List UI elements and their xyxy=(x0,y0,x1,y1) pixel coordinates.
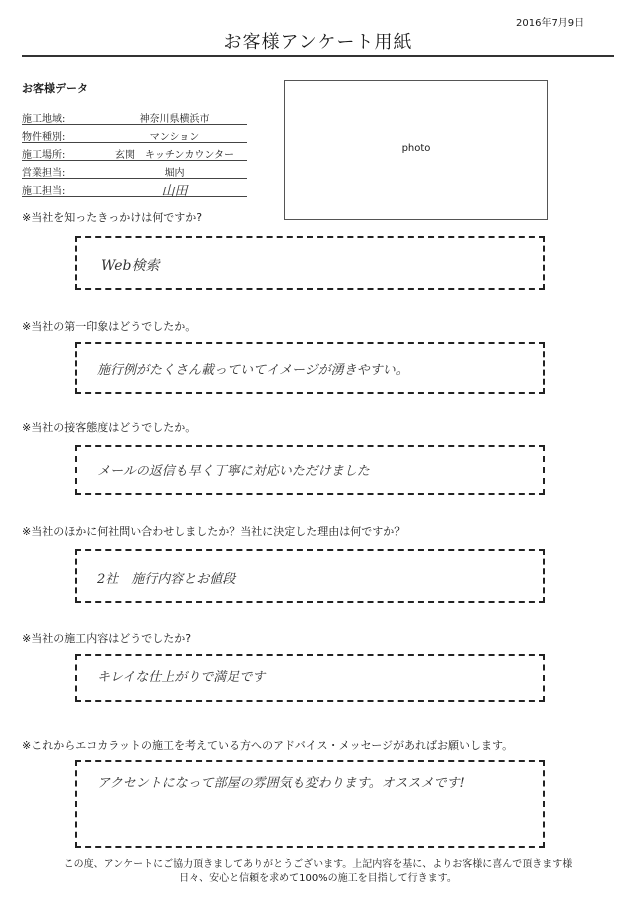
area-value: 神奈川県横浜市 xyxy=(139,114,210,125)
question-3: ※当社の接客態度はどうでしたか。 xyxy=(22,421,197,434)
question-1: ※当社を知ったきっかけは何ですか? xyxy=(22,211,203,224)
photo-label: photo xyxy=(401,143,431,154)
installer-label: 施工担当: xyxy=(22,186,66,197)
page-title: お客様アンケート用紙 xyxy=(223,32,413,53)
customer-row-installer xyxy=(22,180,247,197)
answer-5: キレイな仕上がりで満足です xyxy=(97,670,266,685)
area-label: 施工地域: xyxy=(22,114,66,125)
customer-row-location xyxy=(22,144,247,161)
answer-1: Web検索 xyxy=(101,258,160,274)
customer-row-sales xyxy=(22,162,247,179)
property-type-value: マンション xyxy=(149,132,200,143)
answer-box-6 xyxy=(75,760,545,848)
footer-line-1: この度、アンケートにご協力頂きましてありがとうございます。上記内容を基に、よりお客様に喜んで頂きます様 xyxy=(63,859,573,870)
answer-box-4 xyxy=(75,549,545,603)
location-value: 玄関 キッチンカウンター xyxy=(115,150,234,161)
footer-line-2: 日々、安心と信頼を求めて100%の施工を目指して行きます。 xyxy=(179,873,457,884)
answer-3: メールの返信も早く丁寧に対応いただけました xyxy=(97,464,370,479)
sales-label: 営業担当: xyxy=(22,168,66,179)
question-6: ※これからエコカラットの施工を考えている方へのアドバイス・メッセージがあればお願いします。 xyxy=(22,739,514,752)
sales-value: 堀内 xyxy=(164,168,185,179)
photo-placeholder xyxy=(284,80,548,220)
answer-box-1 xyxy=(75,236,545,290)
property-type-label: 物件種別: xyxy=(22,132,66,143)
installer-value: 山田 xyxy=(161,184,188,199)
answer-6: アクセントになって部屋の雰囲気も変わります。オススメです! xyxy=(97,776,465,791)
title-divider xyxy=(22,55,614,57)
answer-2: 施行例がたくさん載っていてイメージが湧きやすい。 xyxy=(97,363,409,378)
customer-data-heading: お客様データ xyxy=(22,82,88,95)
question-2: ※当社の第一印象はどうでしたか。 xyxy=(22,320,197,333)
answer-box-5 xyxy=(75,654,545,702)
question-5: ※当社の施工内容はどうでしたか? xyxy=(22,632,192,645)
question-4: ※当社のほかに何社問い合わせしましたか？当社に決定した理由は何ですか？ xyxy=(22,525,406,538)
customer-row-area xyxy=(22,108,247,125)
location-label: 施工場所: xyxy=(22,150,66,161)
customer-row-property-type xyxy=(22,126,247,143)
answer-box-3 xyxy=(75,445,545,495)
survey-date: 2016年7月9日 xyxy=(516,18,585,29)
answer-box-2 xyxy=(75,342,545,394)
answer-4: 2社 施行内容とお値段 xyxy=(97,572,236,587)
